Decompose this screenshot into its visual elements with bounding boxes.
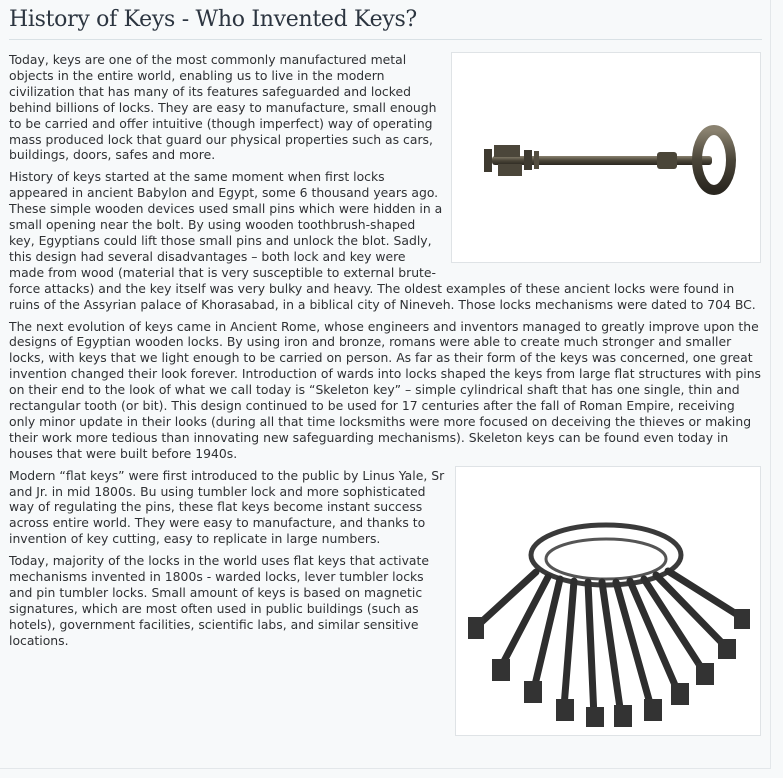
paragraph-3: The next evolution of keys came in Ancient Rome, whose engineers and inventors managed to greatly improve upon the designs of Egyptian wooden locks. By using iron and bronze, romans were able to create much stronger and smaller locks, with keys that we light enough to be carried on person. As far as their form of the keys was concerned, one great invention changed their look forever. Introduction of wards into locks shaped the keys from large flat structures with pins on their end to the look of what we call today is “Skeleton key” – simple cylindrical shaft that has one single, thin and rectangular tooth (or bit). This design continued to be used for 17 centuries after the fall of Roman Empire, receiving only minor update in their looks (during all that time locksmiths were more focused on deceiving the thieves or making their work more tedious than innovating new safeguarding mechanisms). Skeleton keys can be found even today in houses that were built before 1940s. xyxy=(9,318,762,461)
article-body xyxy=(9,52,761,736)
skeleton-key-image xyxy=(451,52,761,263)
title-divider xyxy=(9,39,762,40)
page-title: History of Keys - Who Invented Keys? xyxy=(9,7,417,32)
paragraph-4: Modern “flat keys” were first introduced to the public by Linus Yale, Sr and Jr. in mid 1800s. Bu using tumbler lock and more sophisticated way of regulating the pins, these flat keys become instant success across entire world. They were easy to manufacture, and thanks to invention of key cutting, easy to replicate in large numbers. xyxy=(9,467,445,547)
paragraph-2: History of keys started at the same moment when first locks appeared in ancient Babylon and Egypt, some 6 thousand years ago. These simple wooden devices used small pins which were hidden in a small opening near the bolt. By using wooden toothbrush-shaped key, Egyptians could lift those small pins and unlock the blot. Sadly, this design had several disadvantages – both lock and key were made from wood (material that is very susceptible to external brute-force attacks) and the key itself was very bulky and heavy. The oldest examples of these ancient locks were found in ruins of the Assyrian palace of Khorasabad, in a biblical city of Nineveh. Those locks mechanisms were dated to 704 BC. xyxy=(9,169,756,312)
paragraph-5: Today, majority of the locks in the world uses flat keys that activate mechanisms invented in 1800s - warded locks, lever tumbler locks and pin tumbler locks. Small amount of keys is based on magnetic signatures, which are most often used in public buildings (such as hotels), government facilities, scientific labs, and similar sensitive locations. xyxy=(9,553,430,648)
paragraph-1: Today, keys are one of the most commonly manufactured metal objects in the entire world, enabling us to live in the modern civilization that has many of its features safeguarded and locked behind billions of locks. They are easy to manufacture, small enough to be carried and offer intuitive (though imperfect) way of operating mass produced lock that guard our physical properties such as cars, buildings, doors, safes and more. xyxy=(9,52,437,163)
key-ring-image xyxy=(455,466,761,736)
